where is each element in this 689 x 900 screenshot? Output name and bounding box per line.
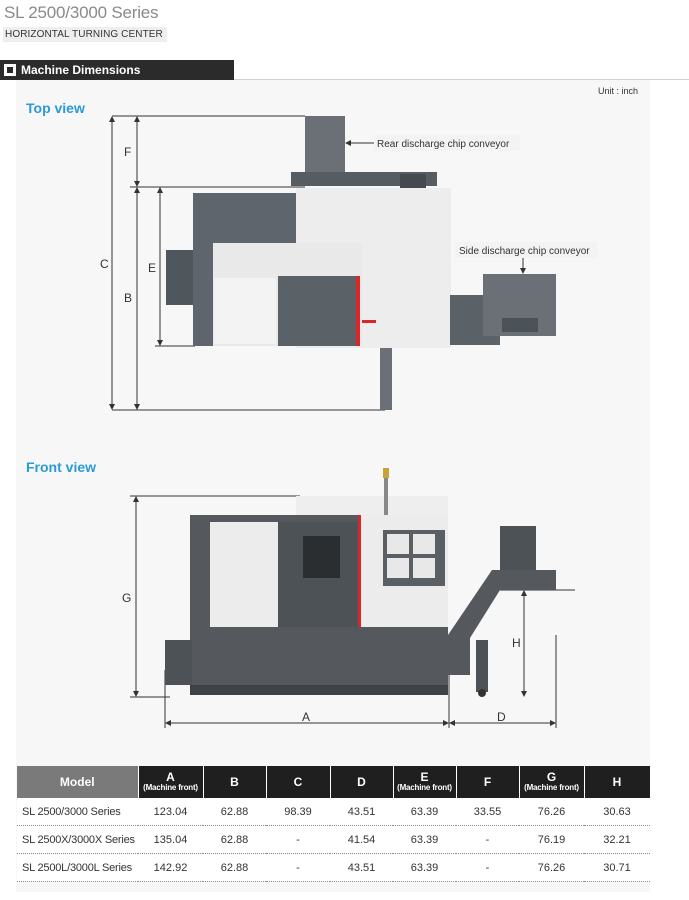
cell-g: 76.26 [519, 798, 584, 826]
top-view-label: Top view [26, 100, 85, 116]
cell-d: 43.51 [330, 854, 393, 882]
side-conveyor-callout: Side discharge chip conveyor [459, 246, 590, 257]
cell-model: SL 2500/3000 Series [17, 798, 138, 826]
dim-h-label: H [512, 636, 521, 650]
dim-a-label: A [302, 710, 311, 724]
cell-c: 98.39 [266, 798, 330, 826]
header-e: E (Machine front) [393, 766, 456, 798]
header-b: B [203, 766, 266, 798]
cell-h: 30.71 [584, 854, 650, 882]
cell-b: 62.88 [203, 798, 266, 826]
section-title: Machine Dimensions [21, 63, 141, 77]
dim-c-label: C [100, 257, 109, 271]
cell-model: SL 2500X/3000X Series [17, 826, 138, 854]
cell-g: 76.19 [519, 826, 584, 854]
dimensions-table [17, 766, 651, 882]
cell-a: 135.04 [138, 826, 203, 854]
header-h: H [584, 766, 650, 798]
header-c: C [266, 766, 330, 798]
header-model: Model [17, 766, 138, 798]
header-a: A (Machine front) [138, 766, 203, 798]
cell-f: 33.55 [456, 798, 519, 826]
header-g: G (Machine front) [519, 766, 584, 798]
dim-g-label: G [122, 591, 132, 605]
cell-f: - [456, 854, 519, 882]
front-view-drawing [0, 460, 689, 760]
table-row [17, 854, 650, 882]
page-subtitle: HORIZONTAL TURNING CENTER [3, 27, 167, 42]
cell-d: 43.51 [330, 798, 393, 826]
dim-f-label: F [124, 145, 132, 159]
cell-e: 63.39 [393, 798, 456, 826]
cell-a: 123.04 [138, 798, 203, 826]
cell-model: SL 2500L/3000L Series [17, 854, 138, 882]
page-title: SL 2500/3000 Series [4, 3, 159, 22]
table-row [17, 826, 650, 854]
header-f: F [456, 766, 519, 798]
cell-h: 30.63 [584, 798, 650, 826]
dim-d-label: D [497, 710, 506, 724]
table-header-row [17, 766, 650, 798]
cell-b: 62.88 [203, 826, 266, 854]
cell-a: 142.92 [138, 854, 203, 882]
cell-c: - [266, 854, 330, 882]
header-d: D [330, 766, 393, 798]
dim-e-label: E [148, 261, 157, 275]
rear-conveyor-callout: Rear discharge chip conveyor [377, 139, 510, 150]
dim-b-label: B [124, 291, 133, 305]
top-view-drawing [0, 0, 689, 440]
front-view-label: Front view [26, 459, 97, 475]
cell-d: 41.54 [330, 826, 393, 854]
table-row [17, 798, 650, 826]
cell-f: - [456, 826, 519, 854]
cell-b: 62.88 [203, 854, 266, 882]
cell-e: 63.39 [393, 854, 456, 882]
cell-c: - [266, 826, 330, 854]
cell-g: 76.26 [519, 854, 584, 882]
cell-h: 32.21 [584, 826, 650, 854]
cell-e: 63.39 [393, 826, 456, 854]
unit-note: Unit : inch [598, 86, 639, 96]
